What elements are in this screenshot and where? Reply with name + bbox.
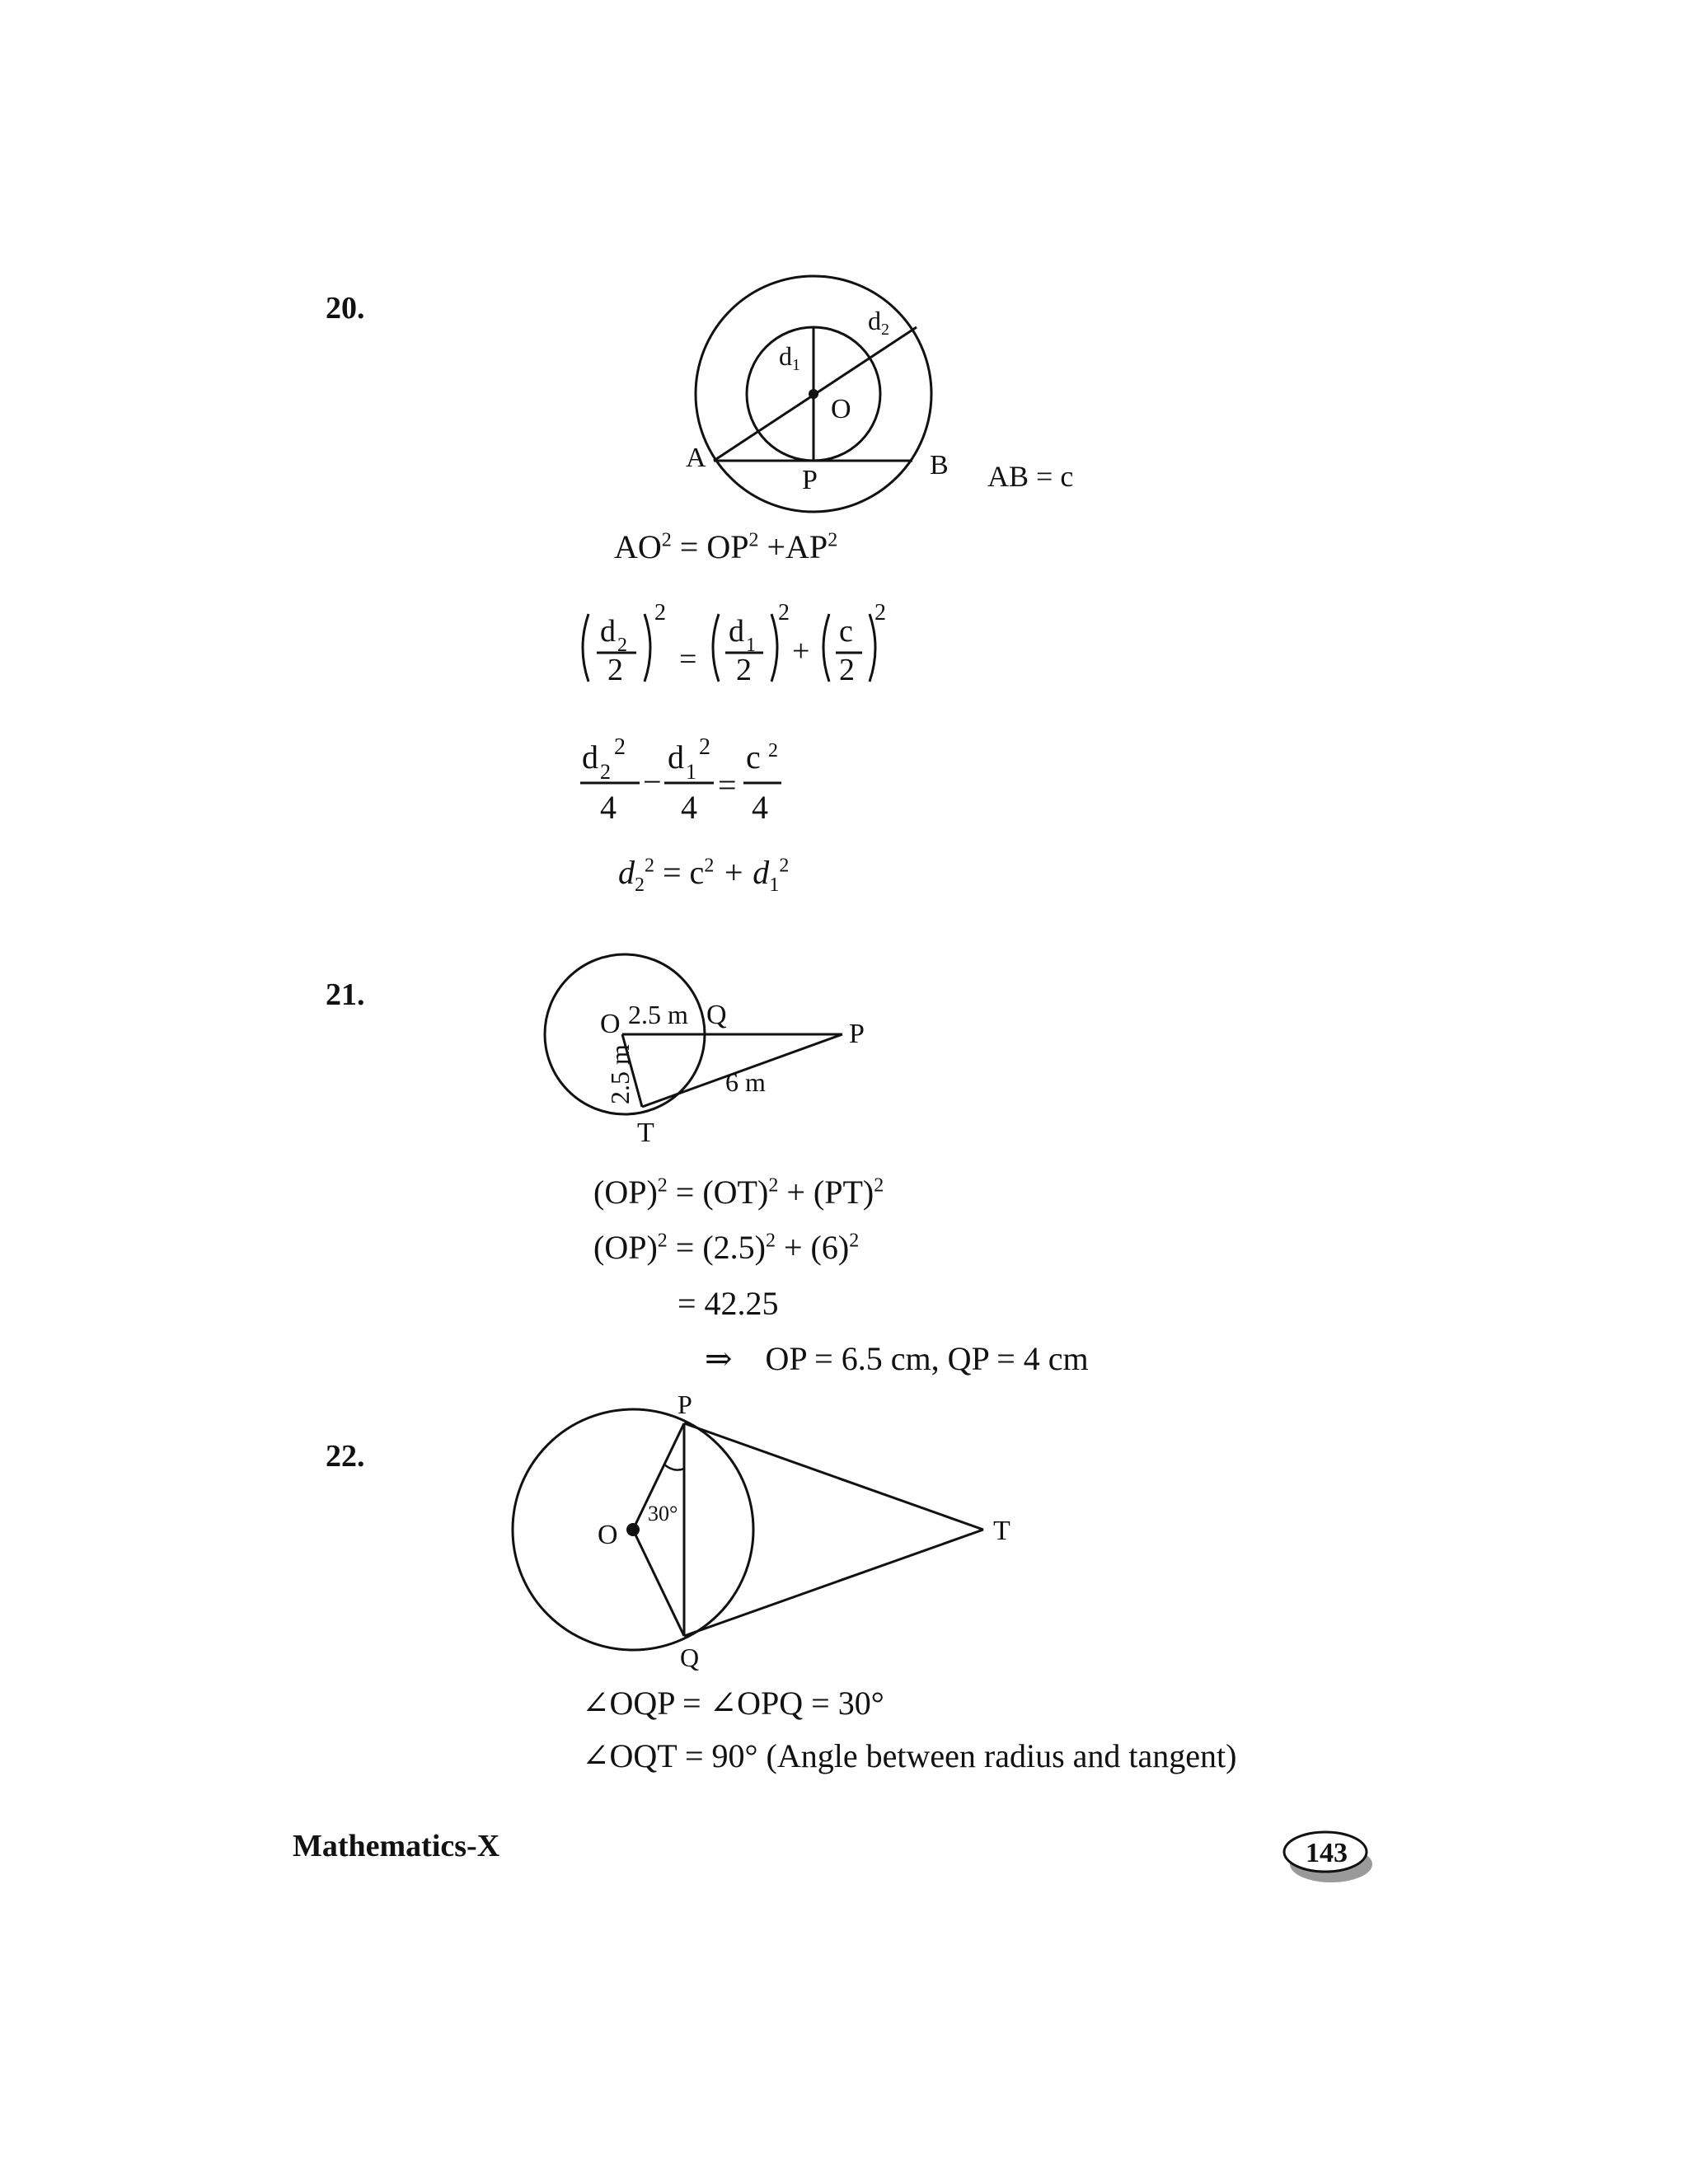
svg-text:2: 2 (617, 635, 627, 656)
question-number-20: 20. (326, 291, 365, 326)
q22-line-2: ∠OQT = 90° (Angle between radius and tangent) (582, 1737, 1237, 1774)
svg-text:1: 1 (746, 635, 756, 656)
svg-text:4: 4 (600, 789, 617, 826)
q21-equation-2: $(OP)^2 = (2.5)^2 + (6)^2$ (593, 1229, 860, 1266)
svg-text:2: 2 (839, 653, 855, 687)
q20-label-o: O (831, 394, 851, 424)
q21-label-p: P (849, 1019, 865, 1049)
svg-text:2: 2 (768, 740, 778, 762)
svg-text:d: d (729, 614, 744, 649)
q22-label-angle: 30° (648, 1502, 678, 1526)
svg-text:2: 2 (607, 653, 623, 687)
svg-text:−: − (643, 763, 662, 800)
svg-text:2: 2 (654, 600, 666, 626)
q21-label-r-side: 2.5 m (605, 1044, 635, 1104)
page-number: 143 (1306, 1838, 1348, 1868)
svg-text:2: 2 (699, 734, 710, 760)
footer-title: Mathematics-X (293, 1829, 500, 1863)
svg-text:=: = (718, 766, 737, 804)
svg-text:d: d (668, 738, 684, 776)
q20-equation-4: $d_2^2 = c^2 + d_1^2$ (618, 854, 790, 896)
q22-label-t: T (993, 1516, 1010, 1546)
q21-equation-3: = 42.25 (678, 1285, 779, 1322)
q21-label-t: T (637, 1118, 654, 1148)
question-number-22: 22. (326, 1439, 365, 1474)
svg-text:+: + (792, 634, 810, 668)
q20-label-p: P (802, 465, 818, 495)
svg-text:c: c (746, 738, 761, 776)
svg-text:2: 2 (600, 760, 611, 784)
svg-text:d: d (600, 614, 616, 649)
q21-label-o: O (600, 1009, 621, 1039)
svg-text:d: d (582, 738, 598, 776)
q21-label-q: Q (706, 1000, 727, 1030)
svg-text:4: 4 (752, 789, 768, 826)
q22-line-1: ∠OQP = ∠OPQ = 30° (582, 1685, 884, 1722)
q22-label-o: O (598, 1520, 618, 1550)
q21-equation-1: (OP)$^2$ = (OT)$^2$ + (PT)$^2$ (593, 1174, 884, 1211)
q21-label-tangent: 6 m (725, 1067, 766, 1097)
svg-text:4: 4 (681, 789, 697, 826)
q20-equation-1: $AO^2 = OP^2 +AP^2$ (614, 528, 838, 565)
q20-label-a: A (686, 443, 706, 473)
svg-text:2: 2 (874, 600, 886, 626)
q22-label-p: P (678, 1390, 692, 1419)
q20-label-d1: d1 (779, 341, 800, 374)
q21-equation-4: ⇒ OP = 6.5 cm, QP = 4 cm (705, 1340, 1089, 1377)
svg-text:=: = (679, 642, 697, 677)
q20-label-b: B (930, 450, 949, 480)
question-number-21: 21. (326, 977, 365, 1012)
svg-text:2: 2 (778, 600, 790, 626)
q20-label-d2: d2 (868, 306, 889, 339)
svg-text:2: 2 (614, 734, 626, 760)
q22-label-q: Q (680, 1643, 700, 1672)
svg-text:1: 1 (686, 760, 696, 784)
q21-label-r-top: 2.5 m (628, 1000, 688, 1029)
svg-text:c: c (839, 614, 853, 649)
svg-text:2: 2 (736, 653, 752, 687)
q20-note-ab: AB = c (987, 460, 1074, 493)
